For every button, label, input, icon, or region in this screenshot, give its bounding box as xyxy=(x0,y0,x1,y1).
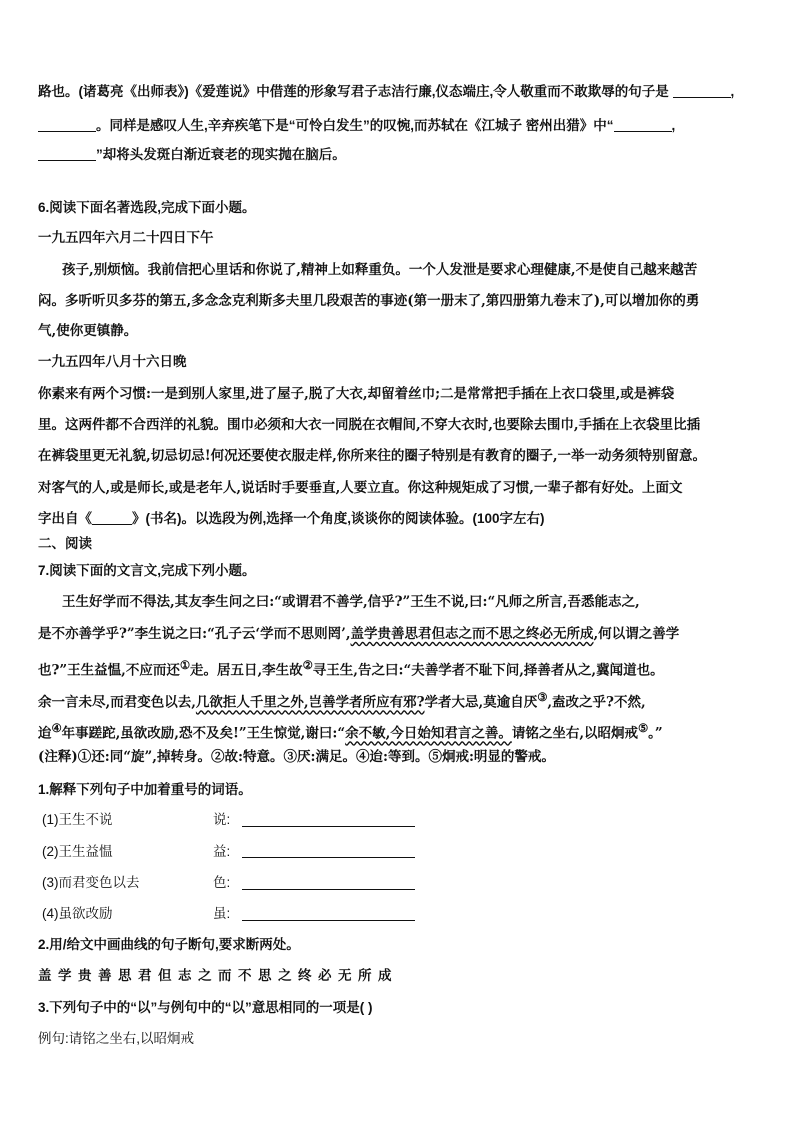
answer-blank[interactable] xyxy=(614,117,672,132)
q7-heading: 7.阅读下面的文言文,完成下列小题。 xyxy=(38,563,256,578)
q7-text-line-1: 王生好学而不得法,其友李生问之曰:“或谓君不善学,信乎?”王生不说,曰:“凡师之所言,吾悉能志之, xyxy=(62,594,640,610)
q7-sub1-item-word: 色: xyxy=(213,875,231,890)
answer-line[interactable] xyxy=(242,920,415,921)
q5-line-3 xyxy=(38,145,346,165)
q7-text: 学者大忌,莫逾自厌 xyxy=(424,694,538,711)
footnote-marker: ④ xyxy=(51,721,62,735)
q6-para1-line: 闷。多听听贝多芬的第五,多念念克利斯多夫里几段艰苦的事迹(第一册末了,第四册第九卷末了),可以增加你的勇 xyxy=(38,293,700,309)
footnote-marker: ③ xyxy=(537,690,548,704)
q7-text-line-5 xyxy=(38,718,663,744)
q6-question xyxy=(38,509,545,529)
q7-text: 走。居五日,李生故 xyxy=(189,662,303,679)
q7-text: ,何以谓之善学 xyxy=(593,626,680,642)
q5-punct: , xyxy=(671,118,676,133)
q6-heading: 6.阅读下面名著选段,完成下面小题。 xyxy=(38,200,256,215)
q5-text: ”却将头发斑白渐近衰老的现实抛在脑后。 xyxy=(96,147,346,162)
answer-blank[interactable] xyxy=(673,83,731,98)
q7-text: 年事蹉跎,虽欲改励,恐不及矣!”王生惊觉,谢曰:“ xyxy=(61,725,346,742)
q7-sub2-sentence: 盖学贵善思君但志之而不思之终必无所成 xyxy=(38,968,398,983)
q6-para1-line: 孩子,别烦恼。我前信把心里话和你说了,精神上如释重负。一个人发泄是要求心理健康,不是使自己越来越苦 xyxy=(62,262,698,278)
q7-text: 寻王生,告之曰:“夫善学者不耻下问,择善者从之,冀闻道也。 xyxy=(312,662,664,679)
q7-sub1-item-label: (1)王生不说 xyxy=(42,812,113,827)
q7-text: 迨 xyxy=(38,725,52,742)
q6-para2-line: 在裤袋里更无礼貌,切忌切忌!何况还要使衣服走样,你所来往的圈子特别是有教育的圈子,一举一动务须特别留意。 xyxy=(38,448,707,464)
answer-line[interactable] xyxy=(242,857,415,858)
book-title-blank[interactable] xyxy=(92,510,132,525)
q7-sub1-item-word: 益: xyxy=(213,844,231,859)
q6-question-text: 字出自《 xyxy=(38,511,92,526)
q7-sub1-item-label: (3)而君变色以去 xyxy=(42,875,140,890)
q7-text: 。” xyxy=(648,725,663,742)
q7-text-line-3 xyxy=(38,655,664,681)
q5-line-1 xyxy=(38,82,734,102)
q6-para2-line: 对客气的人,或是师长,或是老年人,说话时手要垂直,人要立直。你这种规矩成了习惯,一辈子都有好处。上面文 xyxy=(38,480,683,496)
q7-text: 也?”王生益愠,不应而还 xyxy=(38,662,180,679)
q7-sub1-item-word: 虽: xyxy=(213,906,231,921)
answer-blank[interactable] xyxy=(38,117,96,132)
q7-text: 余一言未尽,而君变色以去, xyxy=(38,694,196,711)
answer-line[interactable] xyxy=(242,826,415,827)
q6-para2-line: 里。这两件都不合西洋的礼貌。围巾必须和大衣一同脱在衣帽间,不穿大衣时,也要除去围巾,手插在上衣袋里比插 xyxy=(38,417,701,433)
q7-sub1-item-word: 说: xyxy=(213,812,231,827)
answer-line[interactable] xyxy=(242,889,415,890)
q6-date-1: 一九五四年六月二十四日下午 xyxy=(38,230,214,245)
q6-para2-line: 你素来有两个习惯:一是到别人家里,进了屋子,脱了大衣,却留着丝巾;二是常常把手插在上衣口袋里,或是裤袋 xyxy=(38,386,675,402)
q6-question-text: 》(书名)。以选段为例,选择一个角度,谈谈你的阅读体验。(100字左右) xyxy=(132,511,545,526)
q7-sub3-heading: 3.下列句子中的“以”与例句中的“以”意思相同的一项是( ) xyxy=(38,1000,373,1015)
q7-text-line-4 xyxy=(38,687,646,713)
underlined-sentence: 几欲拒人千里之外,岂善学者所应有邪? xyxy=(195,694,425,711)
q7-text: ,盍改之乎?不然, xyxy=(547,694,646,711)
q6-date-2: 一九五四年八月十六日晚 xyxy=(38,354,187,369)
q7-sub1-item-label: (2)王生益愠 xyxy=(42,844,113,859)
q7-notes: (注释)①还:同“旋”,掉转身。②故:特意。③厌:满足。④迨:等到。⑤炯戒:明显的警戒。 xyxy=(38,749,555,765)
q7-sub1-heading: 1.解释下列句子中加着重号的词语。 xyxy=(38,782,252,797)
footnote-marker: ② xyxy=(302,658,313,672)
q5-text: 。同样是感叹人生,辛弃疾笔下是“可怜白发生”的叹惋,而苏轼在《江城子 密州出猎》中“ xyxy=(96,118,614,133)
wavy-underlined-sentence: 盖学贵善思君但志之而不思之终必无所成 xyxy=(350,626,594,642)
q7-sub3-example: 例句:请铭之坐右,以昭炯戒 xyxy=(38,1031,195,1046)
underlined-sentence: 余不敏,今日始知君言之善。 xyxy=(345,725,512,742)
q7-text: 是不亦善学乎?”李生说之曰:“孔子云‘学而不思则罔’, xyxy=(38,626,351,642)
q5-text: 路也。(诸葛亮《出师表》)《爱莲说》中借莲的形象写君子志洁行廉,仪态端庄,令人敬重而不敢欺辱的句子是 xyxy=(38,84,669,99)
q5-line-2 xyxy=(38,116,675,136)
q7-text: 请铭之坐右,以昭炯戒 xyxy=(511,725,639,742)
q7-sub2-heading: 2.用/给文中画曲线的句子断句,要求断两处。 xyxy=(38,937,300,952)
answer-blank[interactable] xyxy=(38,146,96,161)
q6-para1-line: 气,使你更镇静。 xyxy=(38,323,138,339)
q7-sub1-item-label: (4)虽欲改励 xyxy=(42,906,113,921)
section-heading: 二、阅读 xyxy=(38,536,92,551)
q5-punct: , xyxy=(730,84,735,99)
q7-text-line-2 xyxy=(38,624,679,644)
footnote-marker: ① xyxy=(179,658,190,672)
footnote-marker: ⑤ xyxy=(638,721,649,735)
